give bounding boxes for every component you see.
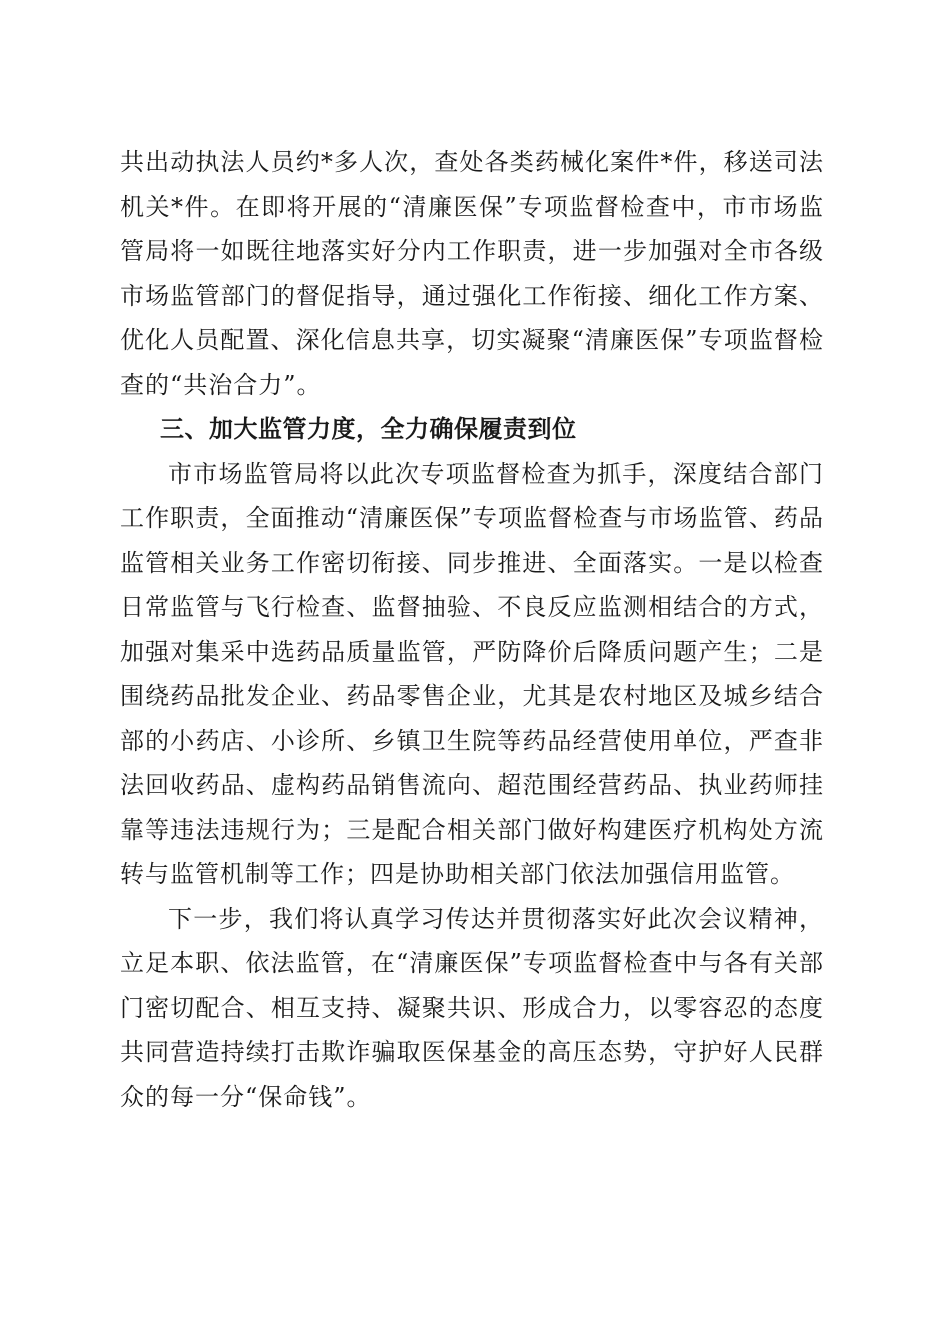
paragraph-supervision-measures: 市市场监管局将以此次专项监督检查为抓手，深度结合部门工作职责，全面推动“清廉医保”专项监督检查与市场监管、药品监管相关业务工作密切衔接、同步推进、全面落实。一是以检查日常监管与飞行检查、监督抽验、不良反应监测相结合的方式，加强对集采中选药品质量监管，严防降价后降质问题产生；二是围绕药品批发企业、药品零售企业，尤其是农村地区及城乡结合部的小药店、小诊所、乡镇卫生院等药品经营使用单位，严查非法回收药品、虚构药品销售流向、超范围经营药品、执业药师挂靠等违法违规行为；三是配合相关部门做好构建医疗机构处方流转与监管机制等工作；四是协助相关部门依法加强信用监管。 [120,459,824,888]
section-heading-three: 三、加大监管力度，全力确保履责到位 [160,415,577,443]
paragraph-enforcement-summary: 共出动执法人员约*多人次，查处各类药械化案件*件，移送司法机关*件。在即将开展的“清廉医保”专项监督检查中，市市场监管局将一如既往地落实好分内工作职责，进一步加强对全市各级市场监管部门的督促指导，通过强化工作衔接、细化工作方案、优化人员配置、深化信息共享，切实凝聚“清廉医保”专项监督检查的“共治合力”。 [120,148,824,399]
document-body [120,140,824,1119]
paragraph-next-steps: 下一步，我们将认真学习传达并贯彻落实好此次会议精神，立足本职、依法监管，在“清廉医保”专项监督检查中与各有关部门密切配合、相互支持、凝聚共识、形成合力，以零容忍的态度共同营造持续打击欺诈骗取医保基金的高压态势，守护好人民群众的每一分“保命钱”。 [120,904,824,1111]
